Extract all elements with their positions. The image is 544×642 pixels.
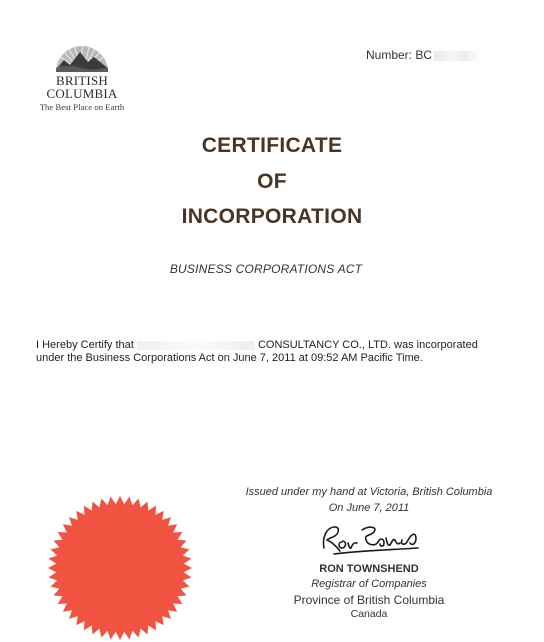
signer-role: Registrar of Companies bbox=[311, 578, 427, 590]
red-seal-icon bbox=[46, 494, 194, 642]
signer-country: Canada bbox=[350, 608, 388, 620]
certify-prefix: I Hereby Certify that bbox=[36, 339, 134, 351]
certify-line2: under the Business Corporations Act on June 7, 2011 at 09:52 AM Pacific Time. bbox=[36, 352, 423, 364]
logo-british: BRITISH bbox=[56, 73, 108, 88]
redacted-company-name bbox=[137, 341, 255, 350]
signer-province: Province of British Columbia bbox=[293, 593, 445, 607]
title-certificate: CERTIFICATE bbox=[201, 134, 343, 157]
certificate-number-label: Number: BC bbox=[366, 48, 433, 62]
certification-text bbox=[36, 339, 516, 365]
logo-tagline: The Best Place on Earth bbox=[39, 102, 125, 112]
bc-sun-mountains-icon bbox=[54, 38, 110, 74]
redacted-number bbox=[434, 51, 478, 61]
title-incorporation: INCORPORATION bbox=[181, 205, 363, 228]
act-name: BUSINESS CORPORATIONS ACT bbox=[169, 262, 363, 276]
signer-name: RON TOWNSHEND bbox=[319, 563, 419, 575]
bc-logo bbox=[30, 38, 134, 112]
title-of: OF bbox=[257, 170, 287, 193]
certify-company-suffix: CONSULTANCY CO., LTD. was incorporated bbox=[257, 339, 478, 351]
issued-date: On June 7, 2011 bbox=[328, 502, 410, 514]
seal-starburst bbox=[48, 496, 192, 640]
registrar-signature bbox=[316, 518, 426, 558]
certificate-number bbox=[366, 48, 478, 62]
logo-columbia: COLUMBIA bbox=[46, 86, 118, 101]
issued-location: Issued under my hand at Victoria, British Columbia bbox=[245, 486, 493, 498]
